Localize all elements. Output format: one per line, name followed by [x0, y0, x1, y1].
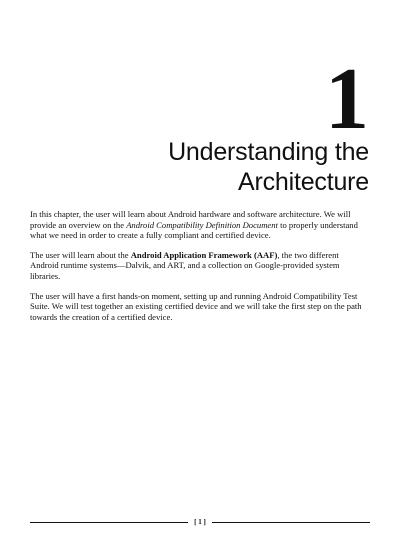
intro-paragraph-1 [30, 209, 368, 241]
document-title-emphasis: Android Compatibility Definition Document [126, 219, 278, 230]
chapter-title-line-1: Understanding the [168, 138, 369, 166]
page-footer [30, 516, 370, 528]
paragraph-text: The user will learn about the [30, 249, 131, 260]
footer-rule-right [212, 522, 370, 523]
paragraph-text: The user will have a first hands-on moment, setting up and running Android Compatibility Test Suite. We will test together an existing certified device and we will take the first step on the path towards the creation of a certified device. [30, 290, 362, 322]
intro-paragraph-3 [30, 291, 368, 323]
chapter-number: 1 [325, 51, 369, 148]
chapter-intro [30, 209, 368, 331]
chapter-title-line-2: Architecture [238, 168, 369, 196]
paragraph-text: In this chapter, the user will learn about Android hardware and software architecture. We will provide an overview on the [30, 209, 351, 230]
framework-name-bold: Android Application Framework (AAF) [130, 249, 278, 260]
paragraph-text: to properly understand what we need in order to create a fully compliant and certified device. [30, 219, 358, 241]
chapter-title [49, 137, 369, 197]
page-number: [ 1 ] [194, 518, 206, 526]
intro-paragraph-2 [30, 250, 368, 282]
footer-rule-left [30, 522, 188, 523]
paragraph-text: , the two different Android runtime systems—Dalvik, and ART, and a collection on Google-provided system libraries. [30, 249, 340, 281]
